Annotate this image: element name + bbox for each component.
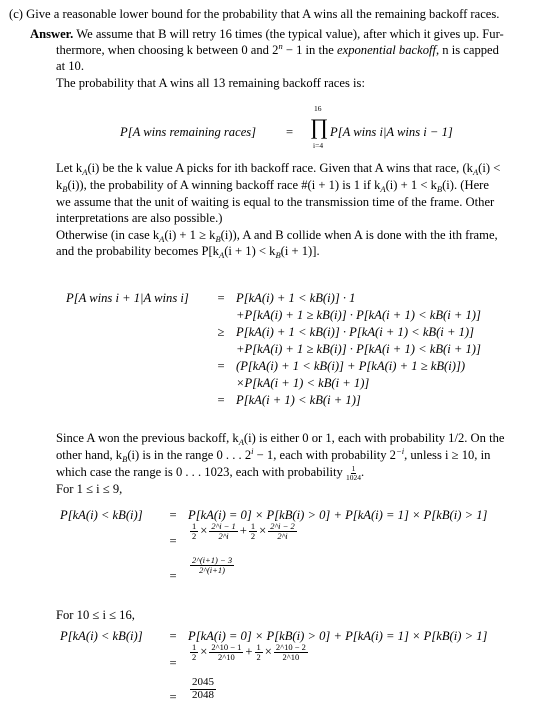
frac-eq3-f3 xyxy=(190,556,234,575)
eq3-row-1: P[kA(i) = 0] × P[kB(i) > 0] + P[kA(i) = 1] × P[kB(i) > 1] xyxy=(188,508,488,522)
text-span: exponential backoff xyxy=(337,43,436,57)
eq4-row-3 xyxy=(188,677,218,701)
frac-eq3-f1 xyxy=(209,522,237,541)
prod-upper: 16 xyxy=(314,104,322,113)
text-span: 2045 xyxy=(192,676,214,688)
text-span: 2^10 xyxy=(218,651,235,662)
text-span: , n is capped xyxy=(435,43,499,57)
answer-line-4 xyxy=(56,75,365,91)
eq3-rel-0: = xyxy=(169,508,177,522)
text-span: (i) < xyxy=(478,161,501,175)
text-span: which case the range is 0 . . . 1023, each with probability xyxy=(56,465,343,479)
eq1-lhs: P[A wins remaining races] xyxy=(120,125,257,139)
text-span: (i). (Here xyxy=(442,178,489,192)
text-span: (i) + 1 ≥ k xyxy=(164,228,216,242)
case2-label: For 10 ≤ i ≤ 16, xyxy=(56,608,135,622)
text-span: 2^(i+1) − 3 xyxy=(192,555,233,565)
eq2-lhs: P[A wins i + 1|A wins i] xyxy=(66,291,189,305)
text-span: − 1, each with probability 2 xyxy=(253,448,396,462)
eq2-rel-2: ≥ xyxy=(217,325,225,339)
text-span: 2^i − 1 xyxy=(211,521,236,531)
question-label: (c) xyxy=(9,7,23,21)
p4-line-3 xyxy=(56,464,364,481)
text-span: thermore, when choosing k between 0 and 2 xyxy=(56,43,279,57)
eq4-rel-1: = xyxy=(169,656,177,670)
frac-half-4 xyxy=(255,643,263,662)
inline-fraction xyxy=(346,465,361,482)
eq2-row-2: P[kA(i) + 1 < kB(i)] · P[kA(i + 1) < kB(i + 1)] xyxy=(236,325,474,339)
text-span: A xyxy=(82,167,88,177)
eq2-rel-0: = xyxy=(217,291,225,305)
eq1-product xyxy=(310,104,330,150)
text-span: 1024 xyxy=(345,472,361,482)
text-span: at 10. xyxy=(56,59,84,73)
text-span: (i) be the k value A picks for ith backoff race. Given that A wins that race, (k xyxy=(87,161,473,175)
text-span: 1 xyxy=(192,642,197,652)
text-span: 1 xyxy=(192,521,197,531)
eq1-rhs: P[A wins i|A wins i − 1] xyxy=(330,125,453,139)
eq2-row-3: +P[kA(i) + 1 ≥ kB(i)] · P[kA(i + 1) < kB(i + 1)] xyxy=(236,342,481,356)
answer-line-2 xyxy=(56,42,499,58)
text-span: Let k xyxy=(56,161,83,175)
case1-label: For 1 ≤ i ≤ 9, xyxy=(56,482,123,496)
text-span: 2^10 xyxy=(282,651,300,662)
eq4-row-2: $\frac{1}{2}$ × $\frac{2\^{}10 - 1}{2\^{}10}$ + $\frac{1}{2}$ × $\frac{2\^{}10 - 2}{2\^{}10}$ xyxy=(192,642,306,662)
eq3-row-2: $\frac{1}{2}$ × $\frac{2\^{}i - 1}{2\^{}i}$ + $\frac{1}{2}$ × $\frac{2\^{}i - 2}{2\^{}i}$ xyxy=(192,521,295,541)
text-span: 2^i xyxy=(218,530,229,541)
frac-eq4-f1 xyxy=(209,643,243,662)
text-span: and the probability becomes P[k xyxy=(56,244,219,258)
question-text: Give a reasonable lower bound for the probability that A wins all the remaining backoff races. xyxy=(26,7,500,21)
text-span: 2 xyxy=(192,530,197,541)
eq3-row-3 xyxy=(188,556,236,575)
p3-line-5: Otherwise (in case $k_A(i) + 1 \ge k_B(i)$), A and B collide when A is done with the ith frame, xyxy=(56,228,498,244)
text-span: Since A won the previous backoff, k xyxy=(56,431,239,445)
p3-line-4: interpretations are also possible.) xyxy=(56,211,223,225)
p3-line-1: Let $k_A(i)$ be the k value A picks for ith backoff race. Given that A wins that race, ($k_A(i)$ < xyxy=(56,161,501,177)
eq4-row-1: P[kA(i) = 0] × P[kB(i) > 0] + P[kA(i) = 1] × P[kB(i) > 1] xyxy=(188,629,488,643)
text-span: (i + 1) < k xyxy=(224,244,276,258)
frac-half-3 xyxy=(190,643,198,662)
eq4-lhs: P[kA(i) < kB(i)] xyxy=(60,629,143,643)
text-span: Otherwise (in case k xyxy=(56,228,160,242)
frac-half-1 xyxy=(190,522,198,541)
p3-line-2: $k_B(i)$), the probability of A winning backoff race #(i + 1) is 1 if $k_A(i) + 1 < k_B(i)$. (Here xyxy=(56,178,489,194)
text-span: 2048 xyxy=(192,688,214,701)
text-span: (i) is either 0 or 1, each with probability 1/2. On the xyxy=(243,431,505,445)
text-span: 2^10 − 2 xyxy=(275,642,306,652)
eq2-row-0: P[kA(i) + 1 < kB(i)] · 1 xyxy=(236,291,356,305)
text-span: The probability that A wins all 13 remaining backoff races is: xyxy=(56,76,365,90)
text-span: , unless i ≥ 10, in xyxy=(404,448,491,462)
text-span: 2 xyxy=(250,530,256,541)
prod-symbol: ∏ xyxy=(310,114,329,139)
text-span: 2^10 − 1 xyxy=(211,642,242,652)
eq4-rel-0: = xyxy=(169,629,177,643)
frac-eq4-f2 xyxy=(274,643,308,662)
text-span: B xyxy=(62,184,68,194)
text-span: − 1 in the xyxy=(282,43,338,57)
eq2-row-4: (P[kA(i) + 1 < kB(i)] + P[kA(i) + 1 ≥ kB(i)]) xyxy=(236,359,466,373)
text-span: 1 xyxy=(351,463,356,473)
answer-line-1 xyxy=(30,26,504,42)
eq4-rel-2: = xyxy=(169,690,177,704)
frac-half-2 xyxy=(249,522,257,541)
eq2-row-5: ×P[kA(i + 1) < kB(i + 1)] xyxy=(236,376,370,390)
eq3-lhs: P[kA(i) < kB(i)] xyxy=(60,508,143,522)
text-span: (i + 1)]. xyxy=(280,244,320,258)
p4-line-2: other hand, $k_B(i)$ is in the range 0 . . . $2^i - 1$, each with probability $2^{-i}$, unless i ≥ 10, in xyxy=(56,446,491,464)
text-span: 1 xyxy=(250,521,256,531)
text-span: n xyxy=(278,41,283,51)
answer-line-3 xyxy=(56,58,84,74)
text-span: 2 xyxy=(256,651,261,662)
eq2-rel-6: = xyxy=(217,393,225,407)
prod-lower: i=4 xyxy=(313,141,324,150)
frac-eq4-f3 xyxy=(190,677,216,701)
answer-p1-a: We assume that B will retry 16 times (the typical value), after which it gives up. Fur- xyxy=(76,27,504,41)
question-line xyxy=(9,6,499,22)
eq2-row-6: P[kA(i + 1) < kB(i + 1)] xyxy=(236,393,361,407)
text-span: (i)), the probability of A winning backoff race #(i + 1) is 1 if k xyxy=(67,178,381,192)
eq3-rel-2: = xyxy=(169,569,177,583)
text-span: 2^i − 2 xyxy=(270,521,295,531)
eq3-rel-1: = xyxy=(169,534,177,548)
p3-line-3: we assume that the unit of waiting is equal to the transmission time of the frame. Other xyxy=(56,195,495,209)
eq2-row-1: +P[kA(i) + 1 ≥ kB(i)] · P[kA(i + 1) < kB(i + 1)] xyxy=(236,308,481,322)
text-span: . xyxy=(360,465,365,479)
frac-eq3-f2 xyxy=(268,522,296,541)
p3-line-6: and the probability becomes $P[k_A(i + 1) < k_B(i + 1)]$. xyxy=(56,244,320,260)
text-span: 2^i xyxy=(277,530,288,541)
text-span: (i) + 1 < k xyxy=(385,178,437,192)
answer-label: Answer. xyxy=(30,27,74,41)
eq1-rel: = xyxy=(286,125,294,139)
text-span: k xyxy=(56,178,63,192)
text-span: (i) is in the range 0 . . . 2 xyxy=(127,448,252,462)
text-span: 2^(i+1) xyxy=(199,564,225,575)
eq2-rel-4: = xyxy=(217,359,225,373)
text-span: 2 xyxy=(192,651,197,662)
text-span: 1 xyxy=(256,642,261,652)
text-span: other hand, k xyxy=(56,448,123,462)
text-span: (i)), A and B collide when A is done with the ith frame, xyxy=(220,228,498,242)
p4-line-1: Since A won the previous backoff, $k_A(i)$ is either 0 or 1, each with probability 1/2. On the xyxy=(56,431,505,447)
